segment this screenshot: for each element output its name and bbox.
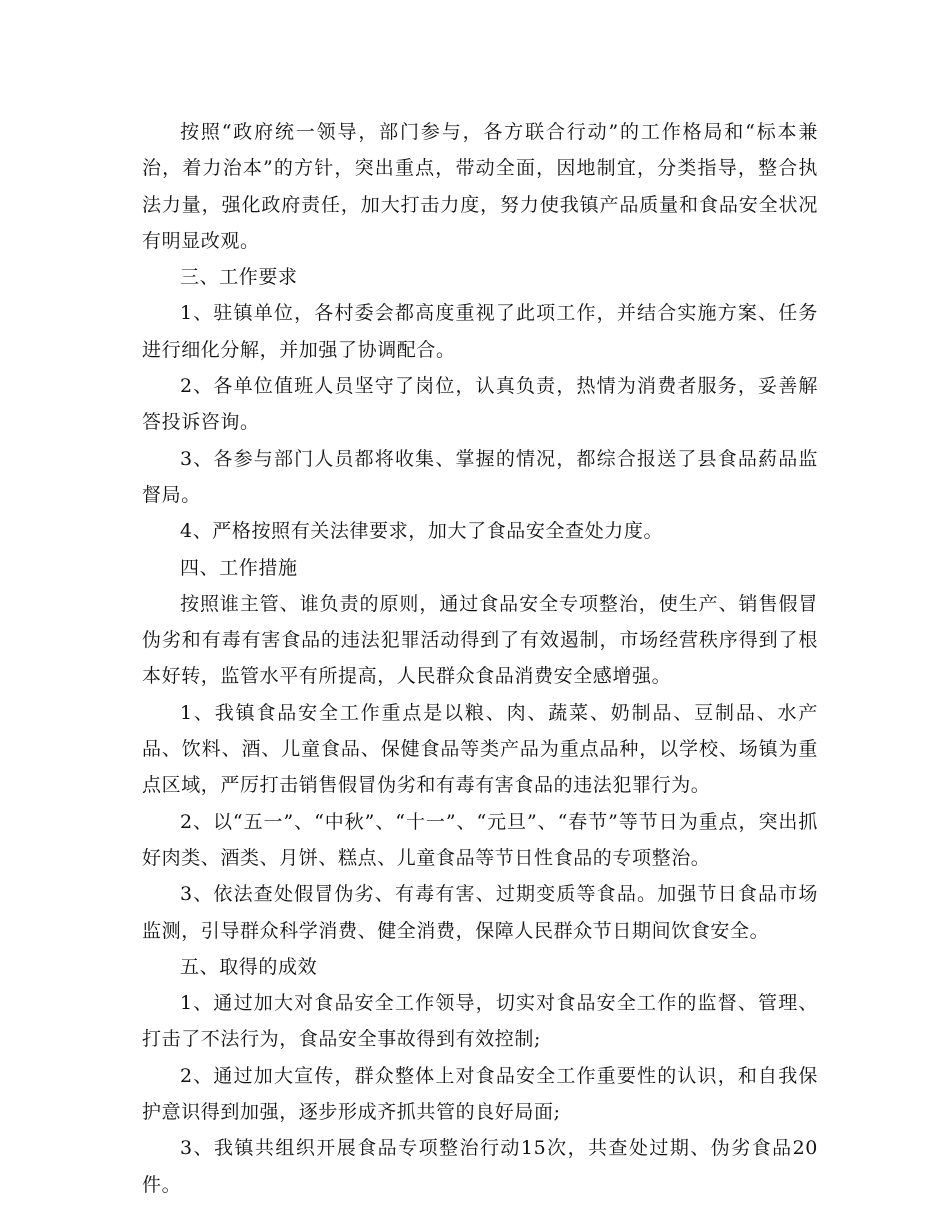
paragraph-measure-2: 2、以“五一”、“中秋”、“十一”、“元旦”、“春节”等节日为重点，突出抓好肉类、酒类、月饼、糕点、儿童食品等节日性食品的专项整治。 — [142, 810, 818, 869]
document-body — [142, 114, 818, 1203]
paragraph-measure-1: 1、我镇食品安全工作重点是以粮、肉、蔬菜、奶制品、豆制品、水产品、饮料、酒、儿童食品、保健食品等类产品为重点品种，以学校、场镇为重点区域，严厉打击销售假冒伪劣和有毒有害食品的违法犯罪行为。 — [142, 701, 818, 797]
section-heading-work-requirements: 三、工作要求 — [180, 266, 298, 289]
section-heading-achievements: 五、取得的成效 — [180, 955, 318, 978]
paragraph-achievement-2: 2、通过加大宣传，群众整体上对食品安全工作重要性的认识，和自我保护意识得到加强，逐步形成齐抓共管的良好局面; — [142, 1064, 818, 1124]
paragraph-achievement-3: 3、我镇共组织开展食品专项整治行动15次，共查处过期、伪劣食品20件。 — [142, 1137, 818, 1196]
paragraph-measures-intro: 按照谁主管、谁负责的原则，通过食品安全专项整治，使生产、销售假冒伪劣和有毒有害食品的违法犯罪活动得到了有效遏制，市场经营秩序得到了根本好转，监管水平有所提高，人民群众食品消费安全感增强。 — [142, 592, 818, 688]
paragraph-requirement-4: 4、严格按照有关法律要求，加大了食品安全查处力度。 — [180, 520, 664, 543]
paragraph-requirement-3: 3、各参与部门人员都将收集、掌握的情况，都综合报送了县食品葯品监督局。 — [142, 447, 818, 506]
paragraph-requirement-1: 1、驻镇单位，各村委会都高度重视了此项工作，并结合实施方案、任务进行细化分解，并加强了协调配合。 — [142, 302, 818, 361]
paragraph-achievement-1: 1、通过加大对食品安全工作领导，切实对食品安全工作的监督、管理、打击了不法行为，食品安全事故得到有效控制; — [142, 992, 818, 1051]
paragraph-guideline: 按照“政府统一领导，部门参与，各方联合行动”的工作格局和“标本兼治，着力治本”的方针，突出重点，带动全面，因地制宜，分类指导，整合执法力量，强化政府责任，加大打击力度，努力使我镇产品质量和食品安全状况有明显改观。 — [142, 121, 818, 252]
paragraph-measure-3: 3、依法查处假冒伪劣、有毒有害、过期变质等食品。加强节日食品市场监测，引导群众科学消费、健全消费，保障人民群众节日期间饮食安全。 — [142, 883, 818, 942]
paragraph-requirement-2: 2、各单位值班人员坚守了岗位，认真负责，热情为消费者服务，妥善解答投诉咨询。 — [142, 375, 818, 434]
section-heading-work-measures: 四、工作措施 — [180, 556, 298, 579]
